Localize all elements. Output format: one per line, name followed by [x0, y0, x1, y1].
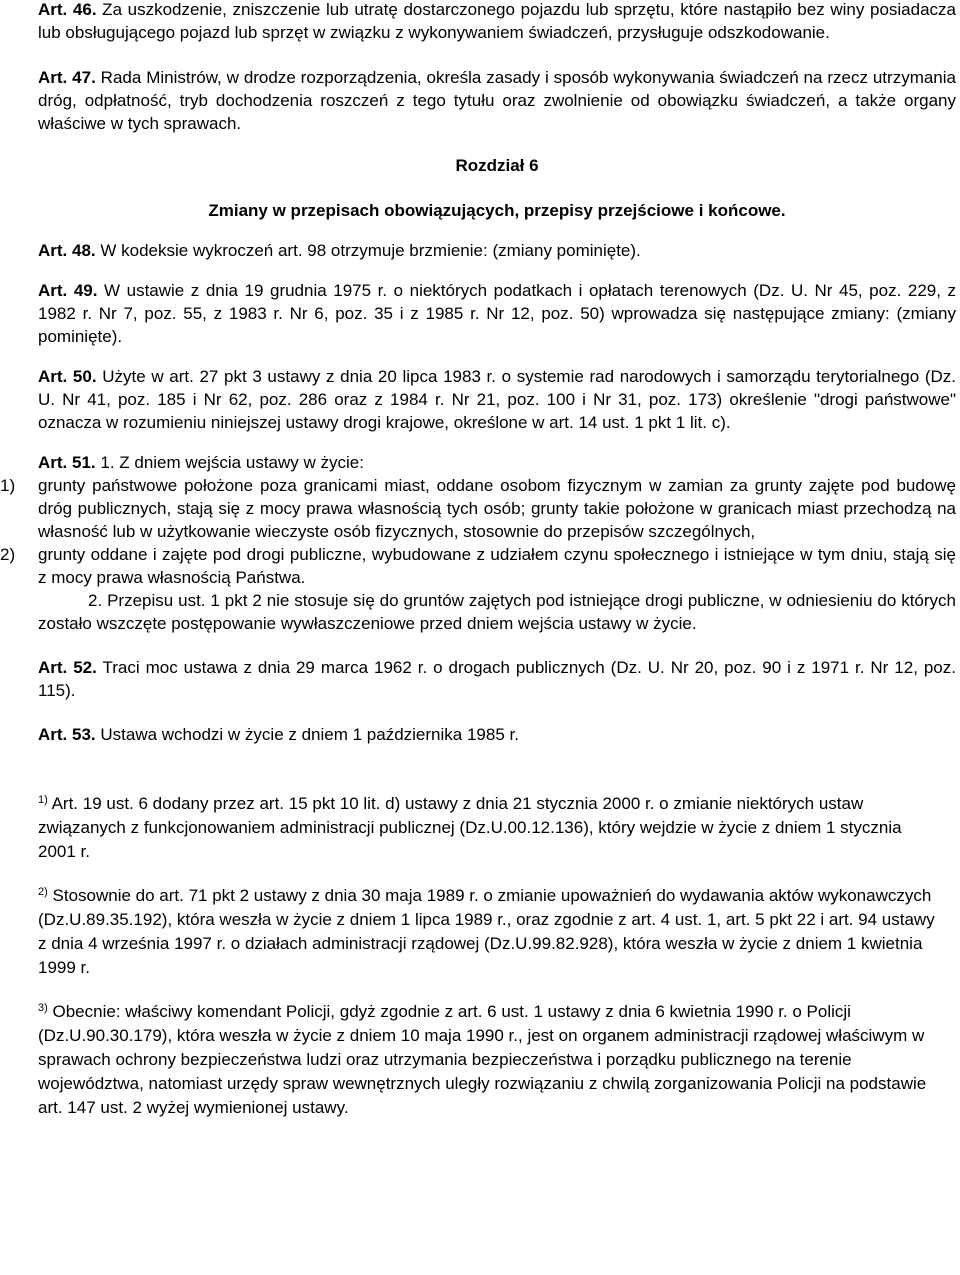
- article-49: [38, 279, 956, 348]
- footnote-text: Art. 19 ust. 6 dodany przez art. 15 pkt 10 lit. d) ustawy z dnia 21 stycznia 2000 r. o zmianie niektórych ustaw związanych z funkcjonowaniem administracji publicznej (Dz.U.00.12.136), który wejdzie w życie z dniem 1 stycznia 2001 r.: [38, 794, 902, 861]
- article-text: W ustawie z dnia 19 grudnia 1975 r. o niektórych podatkach i opłatach terenowych (Dz. U. Nr 45, poz. 229, z 1982 r. Nr 7, poz. 55, z 1983 r. Nr 6, poz. 35 i z 1985 r. Nr 12, poz. 50) wprowadza się następujące zmiany: (zmiany pominięte).: [38, 281, 957, 346]
- article-label: Art. 50.: [38, 367, 97, 386]
- article-text: Traci moc ustawa z dnia 29 marca 1962 r. o drogach publicznych (Dz. U. Nr 20, poz. 90 i z 1971 r. Nr 12, poz. 115).: [38, 658, 956, 700]
- footnote-3: [38, 1000, 940, 1120]
- article-50: [38, 365, 956, 434]
- chapter-title: Zmiany w przepisach obowiązujących, przepisy przejściowe i końcowe.: [208, 201, 786, 220]
- list-item-text: grunty państwowe położone poza granicami miast, oddane osobom fizycznym w zamian za grunty zajęte pod budowę dróg publicznych, stają się z mocy prawa własnością tych osób; grunty takie położone w granicach miast przechodzą na własność lub w użytkowanie wieczyste osób fizycznych, stosownie do przepisów szczególnych,: [38, 476, 956, 541]
- list-item: [0, 543, 956, 589]
- footnote-mark: 3): [38, 1002, 48, 1014]
- article-label: Art. 46.: [38, 0, 97, 19]
- footnote-mark: 1): [38, 794, 48, 806]
- article-text: Użyte w art. 27 pkt 3 ustawy z dnia 20 lipca 1983 r. o systemie rad narodowych i samorządu terytorialnego (Dz. U. Nr 41, poz. 185 i Nr 62, poz. 286 oraz z 1984 r. Nr 21, poz. 100 i Nr 31, poz. 173) określenie "drogi państwowe" oznacza w rozumieniu niniejszej ustawy drogi krajowe, określone w art. 14 ust. 1 pkt 1 lit. c).: [38, 367, 956, 432]
- article-53: [38, 723, 956, 746]
- article-label: Art. 52.: [38, 658, 97, 677]
- article-46: [38, 0, 956, 44]
- article-text: Za uszkodzenie, zniszczenie lub utratę dostarczonego pojazdu lub sprzętu, które nastąpiło bez winy posiadacza lub obsługującego pojazd lub sprzęt w związku z wykonywaniem świadczeń, przysługuje odszkodowanie.: [38, 0, 956, 42]
- list-item-number: 2): [0, 545, 16, 564]
- chapter-number: Rozdział 6: [455, 156, 539, 175]
- article-label: Art. 51.: [38, 453, 96, 472]
- article-text: Rada Ministrów, w drodze rozporządzenia, określa zasady i sposób wykonywania świadczeń na rzecz utrzymania dróg, odpłatność, tryb dochodzenia roszczeń z tego tytułu oraz zwolnienie od obowiązku świadczeń, a także organy właściwe w tych sprawach.: [38, 68, 956, 133]
- article-48: [38, 239, 956, 262]
- list-item-number: 1): [0, 476, 16, 495]
- article-52: [38, 656, 956, 702]
- article-label: Art. 49.: [38, 281, 98, 300]
- footnote-text: Obecnie: właściwy komendant Policji, gdyż zgodnie z art. 6 ust. 1 ustawy z dnia 6 kwietnia 1990 r. o Policji (Dz.U.90.30.179), która weszła w życie z dniem 10 maja 1990 r., jest on organem administracji rządowej właściwym w sprawach ochrony bezpieczeństwa ludzi oraz utrzymania bezpieczeństwa i porządku publicznego na terenie województwa, natomiast urzędy spraw wewnętrznych uległy rozwiązaniu z chwilą zorganizowania Policji na podstawie art. 147 ust. 2 wyżej wymienionej ustawy.: [38, 1002, 927, 1117]
- article-51: [38, 451, 956, 474]
- article-47: [38, 66, 956, 135]
- article-label: Art. 53.: [38, 725, 96, 744]
- list-item-text: grunty oddane i zajęte pod drogi publiczne, wybudowane z udziałem czynu społecznego i istniejące w tym dniu, stają się z mocy prawa własnością Państwa.: [38, 545, 956, 587]
- list-item: [0, 474, 956, 543]
- article-label: Art. 47.: [38, 68, 96, 87]
- article-label: Art. 48.: [38, 241, 96, 260]
- article-text: 1. Z dniem wejścia ustawy w życie:: [95, 453, 364, 472]
- article-text: Ustawa wchodzi w życie z dniem 1 października 1985 r.: [95, 725, 519, 744]
- footnote-1: [38, 792, 940, 864]
- footnote-2: [38, 884, 940, 980]
- article-51-paragraph-2: 2. Przepisu ust. 1 pkt 2 nie stosuje się do gruntów zajętych pod istniejące drogi publiczne, w odniesieniu do których zostało wszczęte postępowanie wywłaszczeniowe przed dniem wejścia ustawy w życie.: [38, 591, 956, 633]
- footnote-text: Stosownie do art. 71 pkt 2 ustawy z dnia 30 maja 1989 r. o zmianie upoważnień do wydawania aktów wykonawczych (Dz.U.89.35.192), która weszła w życie z dniem 1 lipca 1989 r., oraz zgodnie z art. 4 ust. 1, art. 5 pkt 22 i art. 94 ustawy z dnia 4 września 1997 r. o działach administracji rządowej (Dz.U.99.82.928), która weszła w życie z dniem 1 kwietnia 1999 r.: [38, 886, 935, 977]
- footnote-mark: 2): [38, 886, 48, 898]
- article-text: W kodeksie wykroczeń art. 98 otrzymuje brzmienie: (zmiany pominięte).: [95, 241, 641, 260]
